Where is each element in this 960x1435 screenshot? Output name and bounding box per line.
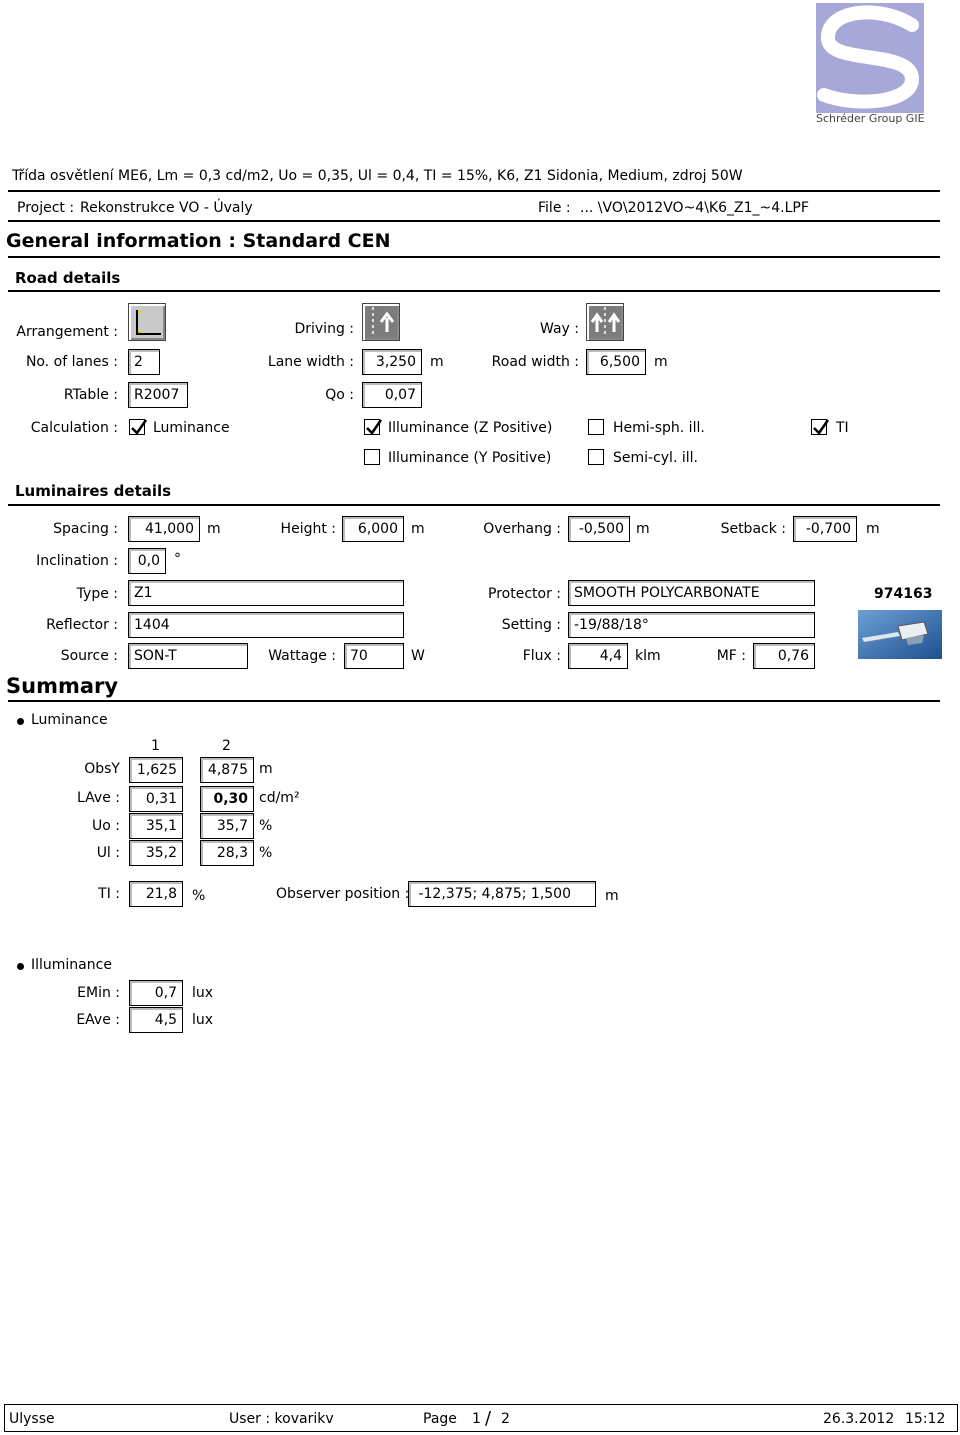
qo-field[interactable]: 0,07 [362, 382, 422, 408]
type-field[interactable]: Z1 [128, 580, 404, 606]
lanes-label: No. of lanes : [25, 354, 118, 370]
footer-page-total: 2 [501, 1411, 510, 1427]
luminaire-icon [858, 610, 942, 659]
ul-field-1[interactable]: 35,2 [129, 840, 183, 866]
inclination-field[interactable]: 0,0 [128, 548, 166, 574]
setting-field[interactable]: -19/88/18° [568, 612, 815, 638]
luminance-option-label: Luminance [153, 420, 230, 436]
flux-field[interactable]: 4,4 [568, 643, 628, 669]
ti-checkbox[interactable] [811, 419, 827, 435]
inclination-label: Inclination : [36, 553, 118, 569]
uo-field-2[interactable]: 35,7 [200, 813, 254, 839]
ul-field-2[interactable]: 28,3 [200, 840, 254, 866]
illuminance-z-label: Illuminance (Z Positive) [388, 420, 553, 436]
bullet-icon [17, 718, 24, 725]
road-details-heading: Road details [15, 269, 121, 287]
lane-width-label: Lane width : [267, 354, 354, 370]
road-width-field[interactable]: 6,500 [586, 349, 646, 375]
observer-field[interactable]: -12,375; 4,875; 1,500 [408, 881, 596, 907]
company-logo [816, 3, 924, 113]
lane-width-unit: m [430, 354, 444, 370]
overhang-unit: m [636, 521, 650, 537]
footer-page-label: Page [423, 1411, 457, 1427]
rtable-field[interactable]: R2007 [128, 382, 188, 408]
type-label: Type : [76, 586, 118, 602]
ti-label: TI [836, 420, 849, 436]
eave-unit: lux [192, 1012, 214, 1028]
qo-label: Qo : [325, 387, 354, 403]
ti-unit: % [192, 888, 206, 904]
lave-field-2[interactable]: 0,30 [200, 786, 254, 812]
way-button[interactable] [586, 303, 624, 341]
obsy-unit: m [259, 761, 273, 777]
uo-label: Uo : [92, 818, 120, 834]
wattage-label: Wattage : [268, 648, 336, 664]
wattage-unit: W [411, 648, 425, 664]
column-header-1: 1 [151, 738, 160, 754]
eave-field[interactable]: 4,5 [129, 1007, 183, 1033]
illuminance-section-label: Illuminance [31, 957, 112, 973]
divider [8, 256, 940, 258]
hemi-sph-checkbox[interactable] [588, 419, 604, 435]
setback-label: Setback : [720, 521, 786, 537]
obsy-field-1[interactable]: 1,625 [129, 757, 183, 783]
road-width-unit: m [654, 354, 668, 370]
logo-s-icon [816, 3, 924, 113]
source-label: Source : [60, 648, 118, 664]
file-label: File : [538, 200, 571, 216]
lave-unit: cd/m² [259, 790, 300, 806]
lane-width-field[interactable]: 3,250 [362, 349, 422, 375]
protector-field[interactable]: SMOOTH POLYCARBONATE [568, 580, 815, 606]
ti-field[interactable]: 21,8 [129, 881, 183, 907]
calculation-label: Calculation : [30, 420, 118, 436]
mf-field[interactable]: 0,76 [753, 643, 815, 669]
page-title: Třída osvětlení ME6, Lm = 0,3 cd/m2, Uo = 0,35, Ul = 0,4, TI = 15%, K6, Z1 Sidonia, Medium, zdroj 50W [12, 168, 743, 184]
file-value: ... \VO\2012VO~4\K6_Z1_~4.LPF [580, 200, 809, 216]
footer-page-current: 1 [472, 1411, 481, 1427]
overhang-field[interactable]: -0,500 [568, 516, 630, 542]
emin-unit: lux [192, 985, 214, 1001]
wattage-field[interactable]: 70 [344, 643, 404, 669]
checkmark-icon [364, 417, 384, 437]
obsy-field-2[interactable]: 4,875 [200, 757, 254, 783]
summary-heading: Summary [6, 674, 119, 698]
uo-unit: % [259, 818, 273, 834]
emin-field[interactable]: 0,7 [129, 980, 183, 1006]
illuminance-y-checkbox[interactable] [364, 449, 380, 465]
flux-label: Flux : [522, 648, 561, 664]
obsy-label: ObsY [84, 761, 120, 777]
luminaires-heading: Luminaires details [15, 482, 172, 500]
divider [8, 220, 940, 222]
setback-field[interactable]: -0,700 [793, 516, 857, 542]
bullet-icon [17, 963, 24, 970]
semi-cyl-checkbox[interactable] [588, 449, 604, 465]
footer-date: 26.3.2012 [823, 1411, 895, 1427]
illuminance-y-label: Illuminance (Y Positive) [388, 450, 552, 466]
lave-field-1[interactable]: 0,31 [129, 786, 183, 812]
spacing-label: Spacing : [53, 521, 118, 537]
height-field[interactable]: 6,000 [342, 516, 404, 542]
reflector-label: Reflector : [46, 617, 118, 633]
divider [8, 504, 940, 506]
spacing-field[interactable]: 41,000 [128, 516, 200, 542]
semi-cyl-label: Semi-cyl. ill. [613, 450, 698, 466]
ul-label: Ul : [96, 845, 120, 861]
divider [8, 190, 940, 192]
logo-text: Schréder Group GIE [816, 112, 925, 125]
inclination-unit: ° [174, 551, 181, 567]
divider [8, 700, 940, 702]
driving-button[interactable] [362, 303, 400, 341]
arrangement-button[interactable] [128, 303, 166, 341]
arrangement-label: Arrangement : [16, 324, 118, 340]
protector-label: Protector : [488, 586, 561, 602]
checkmark-icon [129, 417, 149, 437]
emin-label: EMin : [77, 985, 120, 1001]
hemi-sph-label: Hemi-sph. ill. [613, 420, 705, 436]
observer-label: Observer position : [276, 886, 410, 902]
ti-summary-label: TI : [98, 886, 120, 902]
footer-app-name: Ulysse [9, 1411, 55, 1427]
rtable-label: RTable : [63, 387, 118, 403]
overhang-label: Overhang : [483, 521, 561, 537]
divider [8, 290, 940, 292]
luminance-section-label: Luminance [31, 712, 108, 728]
road-width-label: Road width : [491, 354, 579, 370]
illuminance-z-checkbox[interactable] [364, 419, 380, 435]
lave-label: LAve : [77, 790, 120, 806]
two-way-arrows-icon [587, 304, 623, 340]
height-unit: m [411, 521, 425, 537]
luminaire-image [858, 610, 942, 659]
uo-field-1[interactable]: 35,1 [129, 813, 183, 839]
setting-label: Setting : [501, 617, 561, 633]
footer-page-separator: / [485, 1408, 492, 1429]
eave-label: EAve : [76, 1012, 120, 1028]
arrow-up-icon [363, 304, 399, 340]
general-heading: General information : Standard CEN [6, 230, 391, 252]
setback-unit: m [866, 521, 880, 537]
observer-unit: m [605, 888, 619, 904]
spacing-unit: m [207, 521, 221, 537]
flux-unit: klm [635, 648, 661, 664]
mf-label: MF : [716, 648, 746, 664]
luminance-checkbox[interactable] [129, 419, 145, 435]
checkmark-icon [811, 417, 831, 437]
ul-unit: % [259, 845, 273, 861]
project-value: Rekonstrukce VO - Úvaly [80, 200, 253, 216]
column-header-2: 2 [222, 738, 231, 754]
reflector-field[interactable]: 1404 [128, 612, 404, 638]
lanes-field[interactable]: 2 [128, 349, 160, 375]
project-label: Project : [17, 200, 75, 216]
footer-user: User : kovarikv [229, 1411, 334, 1427]
page-footer [4, 1404, 958, 1432]
footer-time: 15:12 [905, 1411, 946, 1427]
way-label: Way : [540, 321, 579, 337]
height-label: Height : [280, 521, 336, 537]
luminaire-code: 974163 [874, 586, 933, 602]
source-field[interactable]: SON-T [128, 643, 248, 669]
arrangement-icon [129, 304, 165, 340]
driving-label: Driving : [294, 321, 354, 337]
